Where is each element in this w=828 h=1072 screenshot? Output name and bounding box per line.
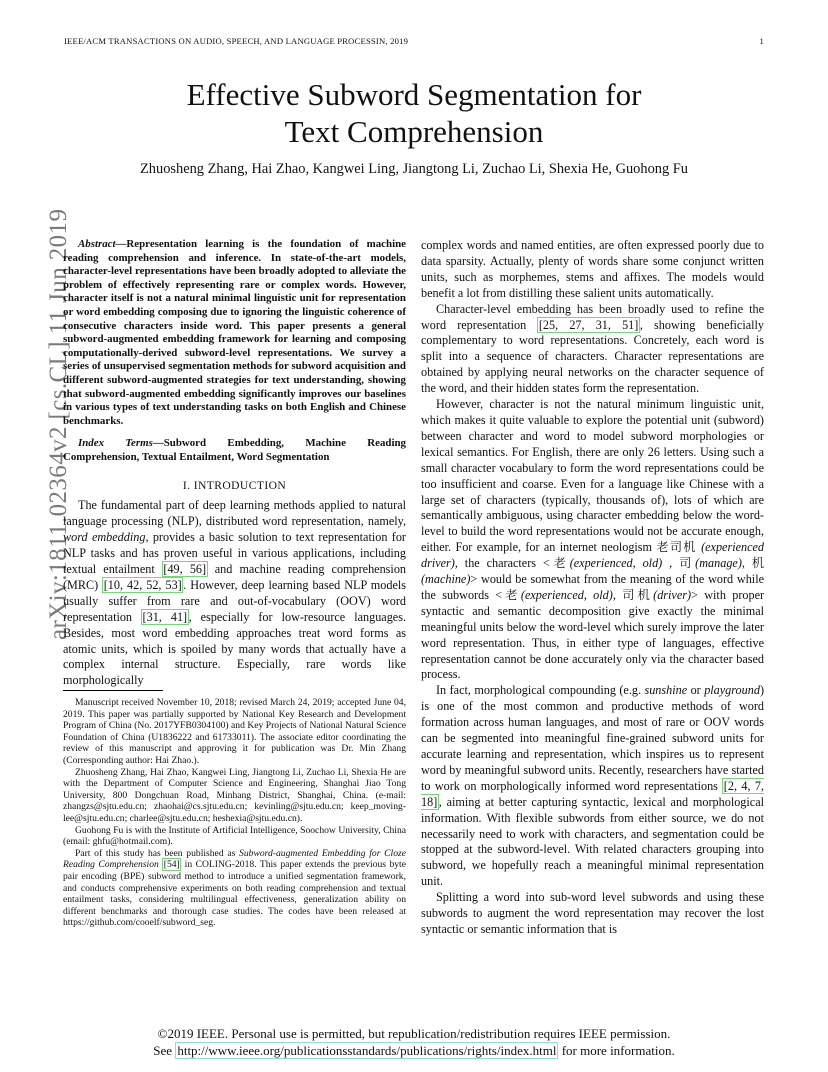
text-run: , xyxy=(612,587,623,602)
emphasis-text: (driver) xyxy=(653,587,692,602)
ieee-rights-link[interactable]: http://www.ieee.org/publicationsstandards/publications/rights/index.html xyxy=(177,1043,557,1058)
citation-link[interactable]: [25, 27, 31, 51] xyxy=(538,317,639,332)
footnote-affiliation-soochow: Guohong Fu is with the Institute of Artificial Intelligence, Soochow University, China (email: ghfu@hotmail.com). xyxy=(63,824,406,848)
text-run: , provides a basic solution to text representation for NLP tasks and has proven useful in various applications, including textual entailment xyxy=(63,530,406,577)
permission-line xyxy=(0,1042,828,1059)
abstract xyxy=(63,238,406,428)
text-run: , xyxy=(741,556,752,571)
citation-link[interactable]: [49, 56] xyxy=(163,562,207,577)
text-run: for more information. xyxy=(558,1043,675,1058)
text-run: In fact, morphological compounding (e.g. xyxy=(436,683,645,698)
text-run: , xyxy=(662,556,680,571)
arxiv-stamp[interactable]: arXiv:1811.02364v2 [cs.CL] 11 Jun 2019 xyxy=(45,208,72,640)
emphasis-text: word embedding xyxy=(63,530,146,545)
title-line-1: Effective Subword Segmentation for xyxy=(186,77,642,112)
chinese-text: 老司机 xyxy=(656,540,697,555)
index-terms-label: Index Terms xyxy=(78,437,153,450)
text-run: , especially for low-resource languages. Besides, most word embedding approaches treat word forms as atomic units, which is spoiled by many words that actually have a complex internal structure. Especially, rare words like morphologically xyxy=(63,609,406,688)
running-head-text: IEEE/ACM TRANSACTIONS ON AUDIO, SPEECH, AND LANGUAGE PROCESSIN, 2019 xyxy=(64,36,409,46)
citation-link[interactable]: [54] xyxy=(163,859,180,871)
abstract-text: —Representation learning is the foundation of machine reading comprehension and inference. In state-of-the-art models, character-level representations have been broadly adopted to alleviate the problem of effectively representing rare or complex words. However, character itself is not a natural minimal linguistic unit for representation or word embedding composing due to ignoring the linguistic coherence of consecutive characters inside word. This paper presents a general subword-augmented embedding framework for learning and composing computationally-derived subword-level representations. We survey a series of unsupervised segmentation methods for subword acquisition and different subword-augmented strategies for text understanding, showing that subword-augmented embedding significantly improves our baselines in various types of text understanding tasks on both English and Chinese benchmarks. xyxy=(63,238,406,427)
emphasis-text: (experienced, old) xyxy=(569,556,663,571)
paragraph-character-limits xyxy=(421,397,764,683)
emphasis-text: (manage) xyxy=(695,556,742,571)
paragraph-splitting: Splitting a word into sub-word level subwords and using these subwords to augment the word representation may recover the lost syntactic or semantic information that is xyxy=(421,890,764,936)
author-list: Zhuosheng Zhang, Hai Zhao, Kangwei Ling, Jiangtong Li, Zuchao Li, Shexia He, Guohong Fu xyxy=(140,161,688,177)
text-run: > with proper syntactic and semantic decomposition give exactly the minimal meaningful units below the word-level which surely improve the later word representation. Thus, in either type of languages, effective representation cannot be done accurately only via the character based process. xyxy=(421,587,765,682)
chinese-text: 老 xyxy=(549,556,570,571)
text-run: The fundamental part of deep learning methods applied to natural language processing (NLP), distributed word representation, namely, xyxy=(63,498,406,529)
text-run: > would be somewhat from the meaning of the word while the subwords < xyxy=(421,572,764,602)
footnote-manuscript: Manuscript received November 10, 2018; revised March 24, 2019; accepted June 04, 2019. This paper was partially supported by National Key Research and Development Program of China (No. 2017YFB0304100) and Key Projects of National Natural Science Foundation of China (U1836222 and 61733011). The associate editor coordinating the review of this manuscript and approving it for publication was Dr. Min Zhang (Corresponding author: Hai Zhao.). xyxy=(63,697,406,766)
page-number: 1 xyxy=(759,36,764,46)
citation-link[interactable]: [2, 4, 7, 18] xyxy=(421,778,764,809)
text-run: See xyxy=(153,1043,176,1058)
chinese-text: 司机 xyxy=(622,587,654,602)
emphasis-text: (machine) xyxy=(421,572,471,587)
title-line-2: Text Comprehension xyxy=(284,114,544,149)
emphasis-text: (experienced driver) xyxy=(421,540,764,571)
text-run: Character-level embedding has been broadly used to refine the word representation xyxy=(421,301,764,332)
emphasis-text: Subword-augmented Embedding for Cloze Reading Comprehension xyxy=(63,847,406,871)
paper-title xyxy=(0,76,828,150)
emphasis-text: playground xyxy=(704,683,760,698)
left-column xyxy=(63,238,406,689)
chinese-text: 老 xyxy=(502,587,521,602)
abstract-label: Abstract xyxy=(78,238,116,250)
text-run: ) is one of the most common and productive methods of word formation across human languages, and most of rare or OOV words can be segmented into meaningful fine-grained subword units for accurate learning and representation, which inspires us to represent word by meaningful subword units. Recently, researchers have started to work on morphologically informed word representations xyxy=(421,683,764,793)
text-run: However, character is not the natural minimum linguistic unit, which makes it quite valuable to explore the potential unit (subword) between character and word to model subword morphologies or lexical semantics. For English, there are only 26 letters. Using such a small character vocabulary to form the word representations could be too insufficient and coarse. Even for a language like Chinese with a large set of characters (typically, thousands of), lots of which are semantically ambiguous, using character embedding below the word-level to build the word representations would not be accurate enough, either. For example, for an internet neologism xyxy=(421,397,764,555)
copyright-line: ©2019 IEEE. Personal use is permitted, but republication/redistribution requires IEEE permission. xyxy=(157,1026,671,1041)
footnote-affiliation-sjtu: Zhuosheng Zhang, Hai Zhao, Kangwei Ling, Jiangtong Li, Zuchao Li, Shexia He are with the Department of Computer Science and Engineering, Shanghai Jiao Tong University, 800 Dongchuan Road, Minhang District, Shanghai, China. (e-mail: zhangzs@sjtu.edu.cn; zhaohai@cs.sjtu.edu.cn; kevinling@sjtu.edu.cn; keep_moving-lee@sjtu.edu.cn; charlee@sjtu.edu.cn; heshexia@sjtu.edu.cn). xyxy=(63,766,406,824)
index-terms xyxy=(63,437,406,464)
copyright-notice xyxy=(0,1025,828,1059)
footnote-rule xyxy=(63,690,163,691)
text-run: . However, deep learning based NLP models usually suffer from rare and out-of-vocabulary (OOV) word representation xyxy=(63,577,406,624)
footnotes xyxy=(63,697,406,929)
citation-link[interactable]: [31, 41] xyxy=(142,609,188,624)
text-run: Part of this study has been published as xyxy=(75,847,240,859)
chinese-text: 司 xyxy=(679,556,696,571)
text-run: , showing beneficially complementary to word representations. Concretely, each word is split into a sequence of characters. Character representations are obtained by applying neural networks on the character sequence of the word, and their hidden states form the representation. xyxy=(421,317,764,396)
index-terms-text: —Subword Embedding, Machine Reading Comprehension, Textual Entailment, Word Segmentation xyxy=(63,437,406,463)
intro-paragraph xyxy=(63,498,406,689)
text-run: , the characters < xyxy=(454,556,550,571)
text-run: and machine reading comprehension (MRC) xyxy=(63,562,407,592)
chinese-text: 机 xyxy=(751,556,765,571)
footnote-prior-publication xyxy=(63,848,406,929)
text-run: , aiming at better capturing syntactic, lexical and morphological information. With flexible subwords from either source, we do not necessarily need to work with characters, and segmentation could be stopped at the subword-level. With related characters grouping into subword, we hopefully reach a meaningful minimal representation unit. xyxy=(421,794,764,889)
text-run: in COLING-2018. This paper extends the previous byte pair encoding (BPE) subword method to introduce a unified segmentation framework, and conducts comprehensive experiments on both reading comprehension and textual entailment tasks, considering multilingual effectiveness, generalization ability on different benchmarks and thorough case studies. The codes have been released at https://github.com/cooelf/subword_seg. xyxy=(63,859,406,929)
paragraph-morphology xyxy=(421,683,764,890)
section-heading-introduction: I. INTRODUCTION xyxy=(182,478,287,492)
paragraph-continued: complex words and named entities, are often expressed poorly due to data sparsity. Actually, plenty of words share some conjunct written units, such as morphemes, stems and affixes. The models would benefit a lot from distilling these salient units automatically. xyxy=(421,238,764,300)
emphasis-text: sunshine xyxy=(644,683,688,698)
emphasis-text: (experienced, old) xyxy=(520,587,613,602)
citation-link[interactable]: [10, 42, 52, 53] xyxy=(103,577,182,592)
right-column xyxy=(421,238,764,938)
running-header xyxy=(64,36,764,46)
text-run: or xyxy=(687,683,705,698)
paragraph-character-embedding xyxy=(421,302,764,397)
